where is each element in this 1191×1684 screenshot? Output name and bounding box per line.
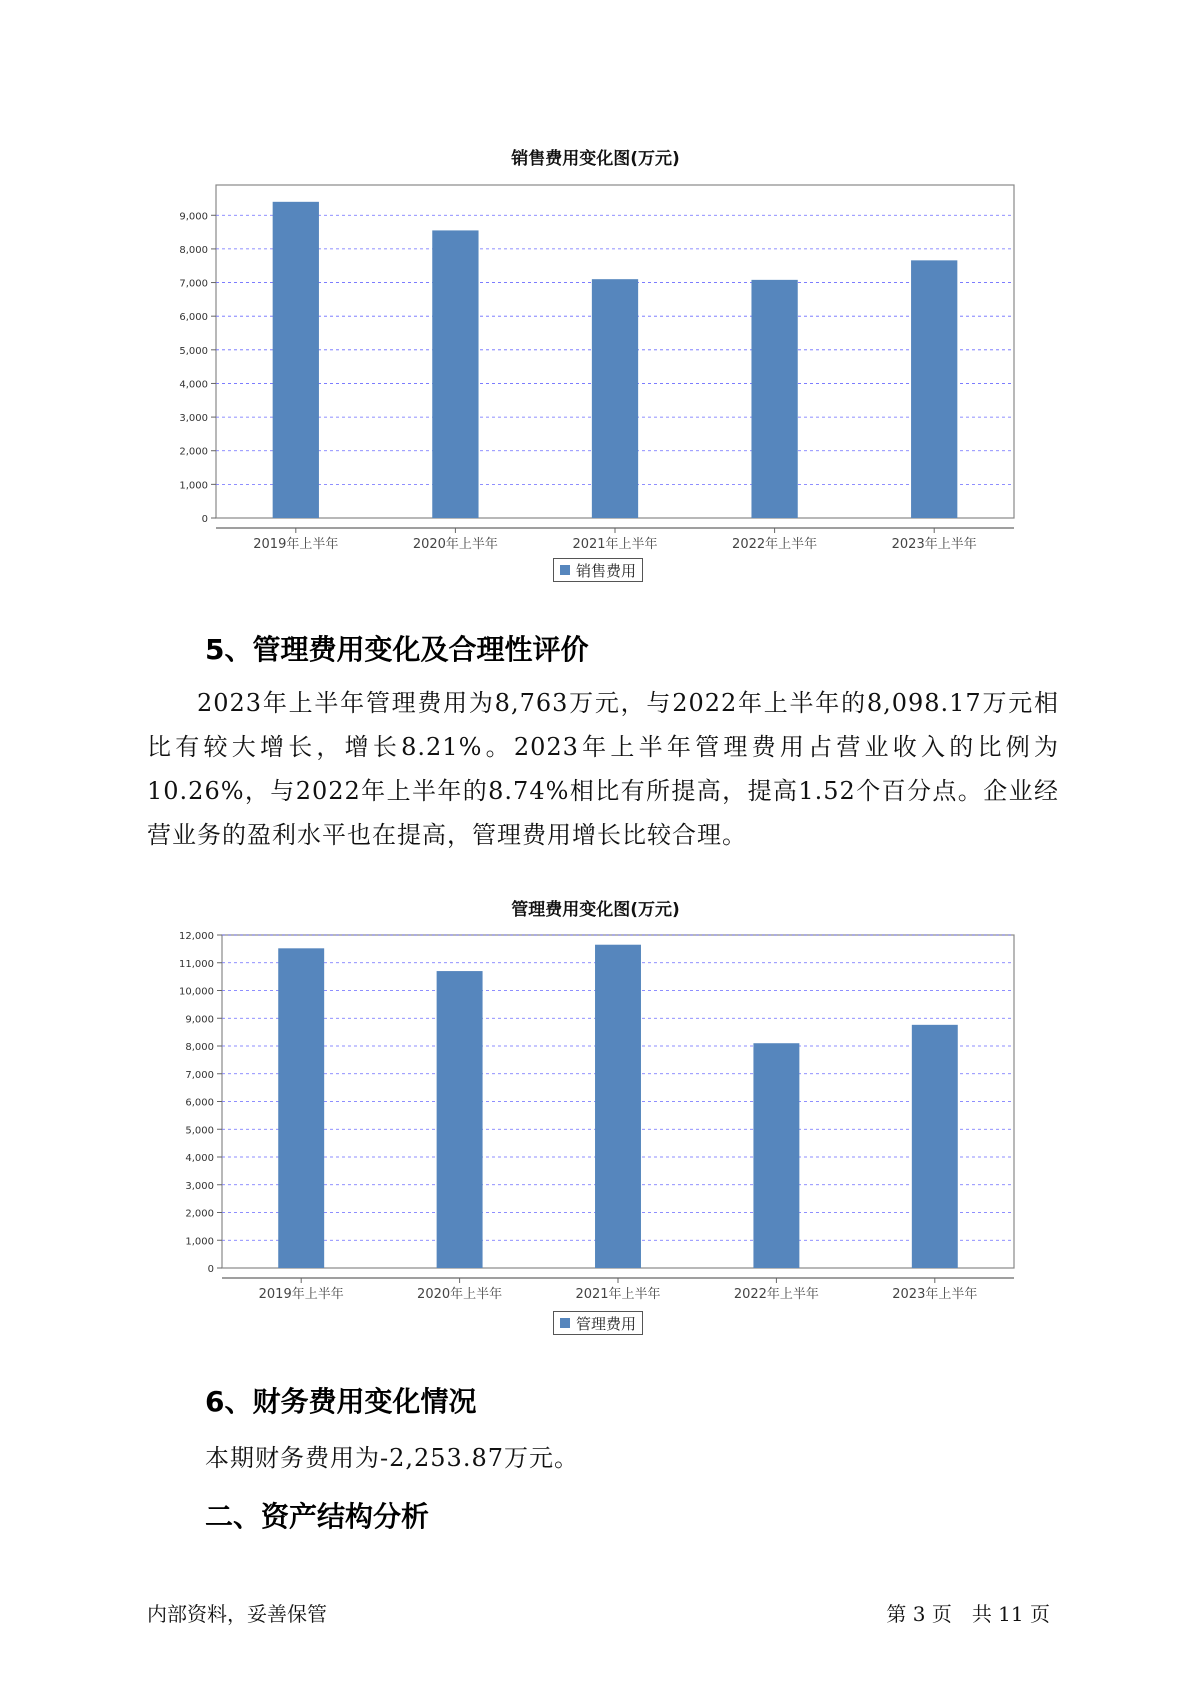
y-tick-label: 1,000 xyxy=(185,1236,214,1248)
y-tick-label: 7,000 xyxy=(179,278,208,290)
y-tick-label: 0 xyxy=(207,1264,214,1275)
y-tick-label: 6,000 xyxy=(185,1097,214,1109)
bar xyxy=(912,1025,958,1268)
y-tick-label: 5,000 xyxy=(179,345,208,357)
admin-expense-chart xyxy=(0,920,1191,1302)
bar xyxy=(753,1043,799,1268)
bar xyxy=(278,948,324,1268)
y-tick-label: 7,000 xyxy=(185,1069,214,1081)
bar xyxy=(273,202,319,518)
x-tick-label: 2019年上半年 xyxy=(258,1287,344,1302)
x-tick-label: 2019年上半年 xyxy=(253,537,339,552)
y-tick-label: 11,000 xyxy=(179,958,214,970)
y-tick-label: 2,000 xyxy=(179,446,208,458)
section6-paragraph: 本期财务费用为-2,253.87万元。 xyxy=(205,1444,579,1472)
x-tick-label: 2021年上半年 xyxy=(575,1287,661,1302)
admin-chart-title: 管理费用变化图(万元) xyxy=(511,900,680,920)
section6-heading: 6、财务费用变化情况 xyxy=(205,1385,477,1418)
y-tick-label: 8,000 xyxy=(185,1042,214,1053)
x-tick-label: 2021年上半年 xyxy=(572,537,658,552)
x-tick-label: 2022年上半年 xyxy=(732,537,818,552)
x-tick-label: 2022年上半年 xyxy=(733,1287,819,1302)
y-tick-label: 0 xyxy=(201,514,208,525)
bar xyxy=(595,945,641,1268)
y-tick-label: 12,000 xyxy=(179,931,214,942)
x-tick-label: 2020年上半年 xyxy=(417,1287,503,1302)
y-tick-label: 5,000 xyxy=(185,1125,214,1137)
footer-confidential: 内部资料，妥善保管 xyxy=(147,1602,327,1626)
y-tick-label: 4,000 xyxy=(179,379,208,391)
sales-expense-chart xyxy=(0,170,1191,552)
y-tick-label: 4,000 xyxy=(185,1153,214,1164)
section5-paragraph-text: 2023年上半年管理费用为8,763万元，与2022年上半年的8,098.17万元相比有较大增长，增长8.21%。2023年上半年管理费用占营业收入的比例为10.26%，与2022年上半年的8.74%相比有所提高，提高1.52个百分点。企业经营业务的盈利水平也在提高，管理费用增长比较合理。 xyxy=(147,689,1059,849)
bar xyxy=(437,971,483,1268)
sales-chart-title: 销售费用变化图(万元) xyxy=(511,149,680,169)
y-tick-label: 9,000 xyxy=(179,211,208,223)
admin-chart-legend xyxy=(553,1311,643,1335)
section5-paragraph xyxy=(147,681,1059,857)
section5-heading: 5、管理费用变化及合理性评价 xyxy=(205,633,589,666)
y-tick-label: 8,000 xyxy=(179,244,208,256)
x-tick-label: 2023年上半年 xyxy=(891,537,977,552)
x-tick-label: 2023年上半年 xyxy=(892,1287,978,1302)
sales-chart-legend xyxy=(553,558,643,582)
legend-swatch-icon xyxy=(560,565,570,575)
admin-legend-label: 管理费用 xyxy=(576,1314,637,1333)
sales-legend-label: 销售费用 xyxy=(576,561,637,580)
y-tick-label: 3,000 xyxy=(185,1180,214,1192)
y-tick-label: 9,000 xyxy=(185,1014,214,1026)
bar xyxy=(751,280,797,518)
x-tick-label: 2020年上半年 xyxy=(412,537,498,552)
legend-swatch-icon xyxy=(560,1318,570,1328)
y-tick-label: 2,000 xyxy=(185,1208,214,1220)
y-tick-label: 1,000 xyxy=(179,480,208,492)
y-tick-label: 6,000 xyxy=(179,312,208,324)
bar xyxy=(432,230,478,518)
y-tick-label: 3,000 xyxy=(179,413,208,425)
section-two-heading: 二、资产结构分析 xyxy=(205,1500,430,1533)
y-tick-label: 10,000 xyxy=(179,986,214,998)
bar xyxy=(911,260,957,518)
footer-page-number: 第 3 页 共 11 页 xyxy=(886,1602,1050,1626)
bar xyxy=(592,279,638,518)
